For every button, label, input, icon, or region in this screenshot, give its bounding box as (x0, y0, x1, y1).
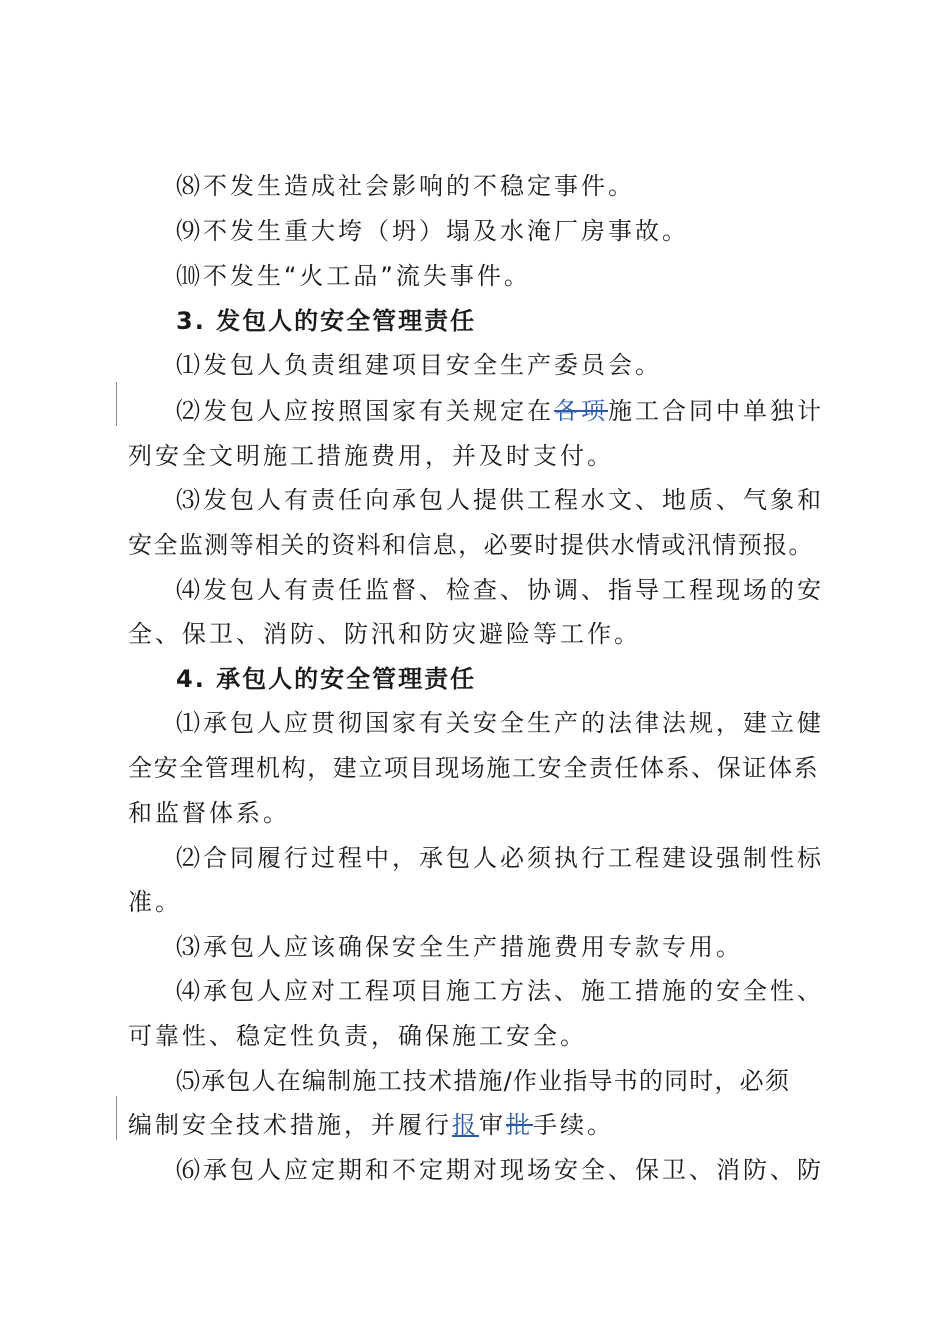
section-4-para-3: ⑶承包人应该确保安全生产措施费用专款专用。 (176, 933, 743, 961)
section-4-para-2-cont: 准。 (128, 888, 182, 916)
section-3-para-3-cont: 安全监测等相关的资料和信息，必要时提供水情或汛情预报。 (128, 531, 814, 559)
section-4-para-1-cont-1: 全安全管理机构，建立项目现场施工安全责任体系、保证体系 (128, 754, 820, 782)
item-8: ⑻不发生造成社会影响的不稳定事件。 (176, 172, 635, 200)
section-4-para-1-cont-2: 和监督体系。 (128, 799, 290, 827)
section-3-para-2-cont: 列安全文明施工措施费用，并及时支付。 (128, 442, 614, 470)
section-4-para-2: ⑵合同履行过程中，承包人必须执行工程建设强制性标 (176, 844, 824, 872)
section-3-para-3: ⑶发包人有责任向承包人提供工程水文、地质、气象和 (176, 486, 824, 514)
section-3-heading: 3. 发包人的安全管理责任 (176, 307, 477, 335)
section-4-para-1: ⑴承包人应贯彻国家有关安全生产的法律法规，建立健 (176, 709, 824, 737)
text-run: 手续。 (533, 1111, 614, 1139)
section-3-para-4-cont: 全、保卫、消防、防汛和防灾避险等工作。 (128, 620, 641, 648)
inserted-text: 报 (452, 1111, 479, 1139)
section-4-para-4: ⑷承包人应对工程项目施工方法、施工措施的安全性、 (176, 977, 824, 1005)
section-3-para-1: ⑴发包人负责组建项目安全生产委员会。 (176, 351, 662, 379)
deleted-text: 各项 (554, 397, 608, 425)
deleted-text: 批 (506, 1111, 533, 1139)
section-3-para-4: ⑷发包人有责任监督、检查、协调、指导工程现场的安 (176, 576, 824, 604)
item-10: ⑽不发生“火工品”流失事件。 (176, 262, 531, 290)
text-run: 编制安全技术措施，并履行 (128, 1111, 452, 1139)
text-run: 施工合同中单独计 (608, 397, 824, 425)
text-run: ⑵发包人应按照国家有关规定在 (176, 397, 554, 425)
section-4-para-5-cont (128, 1110, 614, 1140)
change-bar (116, 1096, 117, 1140)
section-4-para-6: ⑹承包人应定期和不定期对现场安全、保卫、消防、防 (176, 1156, 824, 1184)
section-4-heading: 4. 承包人的安全管理责任 (176, 665, 477, 693)
section-3-para-2 (176, 396, 824, 426)
change-bar (116, 382, 117, 426)
section-4-para-4-cont: 可靠性、稳定性负责，确保施工安全。 (128, 1022, 587, 1050)
item-9: ⑼不发生重大垮（坍）塌及水淹厂房事故。 (176, 217, 689, 245)
text-run: 审 (479, 1111, 506, 1139)
section-4-para-5: ⑸承包人在编制施工技术措施/作业指导书的同时，必须 (176, 1067, 791, 1095)
